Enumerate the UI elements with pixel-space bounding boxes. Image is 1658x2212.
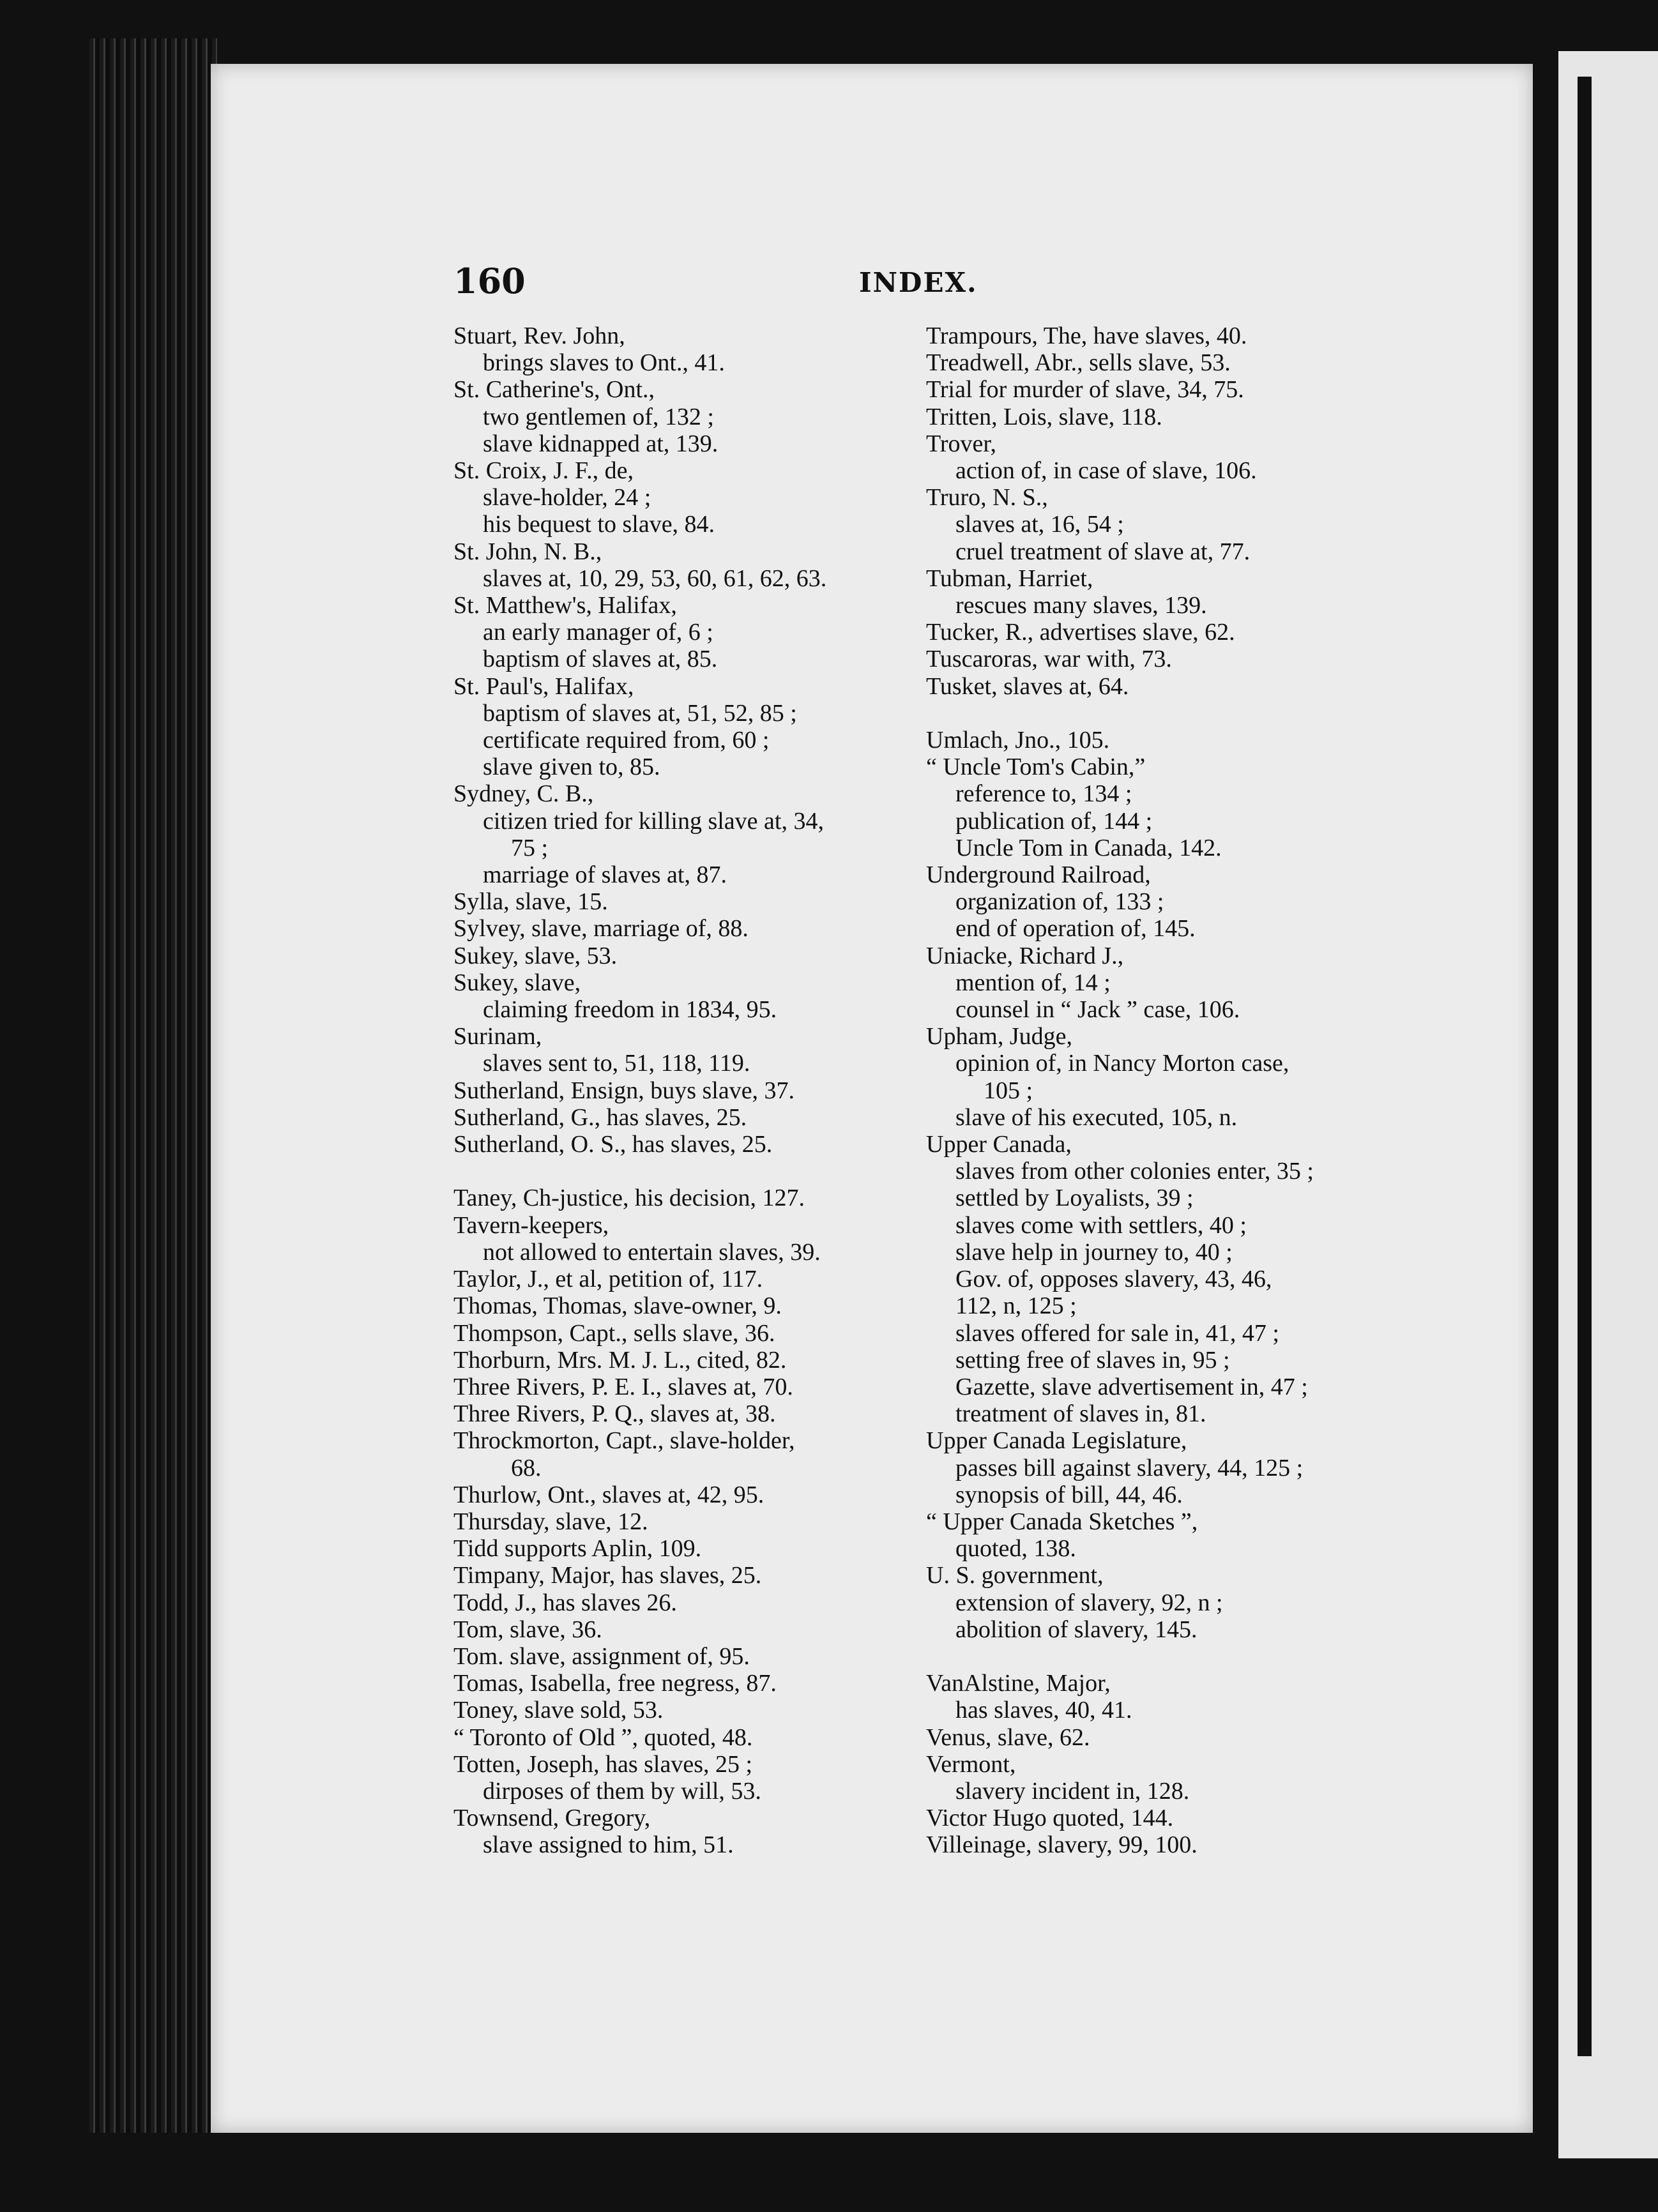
index-entry: St. John, N. B.,: [453, 538, 602, 565]
index-subentry: abolition of slavery, 145.: [955, 1616, 1198, 1643]
index-entry: U. S. government,: [926, 1562, 1104, 1589]
index-subentry: slaves come with settlers, 40 ;: [955, 1211, 1247, 1239]
section-gap: [926, 1643, 1399, 1670]
running-title: INDEX.: [859, 267, 978, 298]
index-entry: Surinam,: [453, 1023, 542, 1050]
index-entry: Throckmorton, Capt., slave-holder,: [453, 1427, 795, 1455]
index-subentry: action of, in case of slave, 106.: [955, 457, 1257, 485]
index-entry: Upper Canada Legislature,: [926, 1427, 1187, 1455]
index-entry: Umlach, Jno., 105.: [926, 727, 1110, 754]
index-subentry: treatment of slaves in, 81.: [955, 1400, 1206, 1428]
index-subentry: slaves at, 10, 29, 53, 60, 61, 62, 63.: [483, 564, 827, 592]
index-subentry: certificate required from, 60 ;: [483, 727, 770, 754]
index-subentry: end of operation of, 145.: [955, 915, 1196, 943]
index-subentry: baptism of slaves at, 85.: [483, 646, 718, 673]
index-entry: St. Catherine's, Ont.,: [453, 376, 655, 404]
index-entry: Taylor, J., et al, petition of, 117.: [453, 1266, 763, 1293]
index-subentry: his bequest to slave, 84.: [483, 511, 715, 538]
index-subentry: slave-holder, 24 ;: [483, 484, 651, 511]
index-entry: Sutherland, G., has slaves, 25.: [453, 1103, 747, 1131]
book-page-edges: [89, 38, 217, 2133]
index-entry: St. Matthew's, Halifax,: [453, 592, 677, 619]
index-entry: Stuart, Rev. John,: [453, 322, 625, 349]
index-subentry: slave help in journey to, 40 ;: [955, 1238, 1233, 1266]
index-entry: Timpany, Major, has slaves, 25.: [453, 1562, 762, 1589]
index-entry: Treadwell, Abr., sells slave, 53.: [926, 349, 1231, 377]
index-entry: Sutherland, Ensign, buys slave, 37.: [453, 1077, 795, 1104]
section-gap: [453, 1158, 939, 1185]
index-entry: Tomas, Isabella, free negress, 87.: [453, 1670, 777, 1697]
index-subentry: dirposes of them by will, 53.: [483, 1777, 761, 1805]
index-entry: Thorburn, Mrs. M. J. L., cited, 82.: [453, 1346, 787, 1374]
index-subentry: claiming freedom in 1834, 95.: [483, 996, 777, 1024]
index-subentry: reference to, 134 ;: [955, 780, 1132, 808]
index-entry: St. Paul's, Halifax,: [453, 672, 634, 700]
index-entry: Townsend, Gregory,: [453, 1805, 651, 1832]
index-entry: Vermont,: [926, 1750, 1016, 1778]
index-subentry: slaves sent to, 51, 118, 119.: [483, 1050, 750, 1077]
index-entry: Trover,: [926, 430, 997, 457]
index-subentry: an early manager of, 6 ;: [483, 619, 713, 646]
index-column-left: [453, 322, 939, 1859]
index-entry: Todd, J., has slaves 26.: [453, 1589, 677, 1616]
index-entry: Sylvey, slave, marriage of, 88.: [453, 915, 749, 943]
index-subentry: publication of, 144 ;: [955, 807, 1153, 835]
index-subentry: settled by Loyalists, 39 ;: [955, 1185, 1194, 1212]
index-entry: Totten, Joseph, has slaves, 25 ;: [453, 1750, 753, 1778]
index-subentry: quoted, 138.: [955, 1535, 1076, 1563]
index-entry: Tom. slave, assignment of, 95.: [453, 1642, 750, 1670]
section-gap: [926, 700, 1399, 727]
index-entry: Tucker, R., advertises slave, 62.: [926, 619, 1235, 646]
index-subentry: slave of his executed, 105, n.: [955, 1103, 1238, 1131]
index-entry: Thursday, slave, 12.: [453, 1508, 648, 1535]
index-entry: Sukey, slave,: [453, 969, 581, 996]
index-entry: “ Toronto of Old ”, quoted, 48.: [453, 1723, 753, 1751]
index-entry: Sukey, slave, 53.: [453, 942, 618, 969]
index-entry: Truro, N. S.,: [926, 484, 1048, 511]
index-entry: “ Uncle Tom's Cabin,”: [926, 754, 1146, 781]
gutter-shadow: [1578, 77, 1592, 2056]
index-entry: St. Croix, J. F., de,: [453, 457, 634, 485]
index-entry: Uniacke, Richard J.,: [926, 942, 1124, 969]
index-subentry: 112, n, 125 ;: [955, 1292, 1077, 1320]
index-subentry: slaves from other colonies enter, 35 ;: [955, 1158, 1314, 1185]
index-entry: Sydney, C. B.,: [453, 780, 594, 808]
index-subentry: Gov. of, opposes slavery, 43, 46,: [955, 1266, 1272, 1293]
index-subentry: Gazette, slave advertisement in, 47 ;: [955, 1373, 1308, 1400]
index-entry: Upper Canada,: [926, 1131, 1072, 1158]
index-subentry: slave assigned to him, 51.: [483, 1831, 734, 1859]
index-entry: Thompson, Capt., sells slave, 36.: [453, 1319, 775, 1347]
index-entry: Toney, slave sold, 53.: [453, 1697, 664, 1724]
index-subentry: marriage of slaves at, 87.: [483, 861, 727, 889]
index-subentry: baptism of slaves at, 51, 52, 85 ;: [483, 699, 797, 727]
index-entry: Tom, slave, 36.: [453, 1616, 602, 1643]
index-entry: Tuscaroras, war with, 73.: [926, 646, 1172, 673]
index-subentry: opinion of, in Nancy Morton case,: [955, 1050, 1289, 1077]
index-subentry: slave given to, 85.: [483, 754, 660, 781]
index-entry: Underground Railroad,: [926, 861, 1151, 889]
index-subentry: 75 ;: [511, 834, 549, 861]
index-entry: Thurlow, Ont., slaves at, 42, 95.: [453, 1481, 764, 1508]
index-subentry: not allowed to entertain slaves, 39.: [483, 1238, 821, 1266]
index-subentry: two gentlemen of, 132 ;: [483, 403, 714, 430]
index-entry: VanAlstine, Major,: [926, 1670, 1111, 1697]
index-entry: Upham, Judge,: [926, 1023, 1073, 1050]
index-entry: Tavern-keepers,: [453, 1211, 609, 1239]
index-subentry: slaves at, 16, 54 ;: [955, 511, 1124, 538]
index-entry: “ Upper Canada Sketches ”,: [926, 1508, 1198, 1535]
index-subentry: slave kidnapped at, 139.: [483, 430, 719, 457]
index-subentry: synopsis of bill, 44, 46.: [955, 1481, 1183, 1508]
index-subentry: rescues many slaves, 139.: [955, 592, 1207, 619]
index-subentry: setting free of slaves in, 95 ;: [955, 1346, 1230, 1374]
index-entry: Three Rivers, P. Q., slaves at, 38.: [453, 1400, 776, 1428]
index-subentry: Uncle Tom in Canada, 142.: [955, 834, 1222, 861]
index-entry: Taney, Ch-justice, his decision, 127.: [453, 1185, 805, 1212]
index-entry: Trampours, The, have slaves, 40.: [926, 322, 1247, 349]
index-subentry: organization of, 133 ;: [955, 888, 1164, 916]
index-entry: Tritten, Lois, slave, 118.: [926, 403, 1162, 430]
page-number: 160: [453, 261, 526, 301]
index-entry: Sutherland, O. S., has slaves, 25.: [453, 1131, 773, 1158]
index-subentry: extension of slavery, 92, n ;: [955, 1589, 1223, 1616]
index-entry: Thomas, Thomas, slave-owner, 9.: [453, 1292, 782, 1320]
index-subentry: slavery incident in, 128.: [955, 1777, 1190, 1805]
index-subentry: passes bill against slavery, 44, 125 ;: [955, 1454, 1304, 1481]
index-subentry: counsel in “ Jack ” case, 106.: [955, 996, 1240, 1024]
index-entry: Victor Hugo quoted, 144.: [926, 1805, 1174, 1832]
index-entry: Tusket, slaves at, 64.: [926, 672, 1129, 700]
index-subentry: mention of, 14 ;: [955, 969, 1111, 996]
index-subentry: 105 ;: [984, 1077, 1033, 1104]
index-entry: Three Rivers, P. E. I., slaves at, 70.: [453, 1373, 793, 1400]
index-entry: Trial for murder of slave, 34, 75.: [926, 376, 1244, 404]
index-subentry: cruel treatment of slave at, 77.: [955, 538, 1251, 565]
index-subentry: has slaves, 40, 41.: [955, 1697, 1132, 1724]
index-entry: Tidd supports Aplin, 109.: [453, 1535, 702, 1563]
index-subentry: slaves offered for sale in, 41, 47 ;: [955, 1319, 1279, 1347]
index-subentry: 68.: [511, 1454, 542, 1481]
index-entry: Tubman, Harriet,: [926, 564, 1093, 592]
index-subentry: brings slaves to Ont., 41.: [483, 349, 725, 377]
index-subentry: citizen tried for killing slave at, 34,: [483, 807, 824, 835]
index-column-right: [926, 322, 1399, 1859]
index-entry: Venus, slave, 62.: [926, 1723, 1090, 1751]
index-entry: Villeinage, slavery, 99, 100.: [926, 1831, 1198, 1859]
index-entry: Sylla, slave, 15.: [453, 888, 608, 916]
facing-page-edge: [1558, 51, 1658, 2158]
